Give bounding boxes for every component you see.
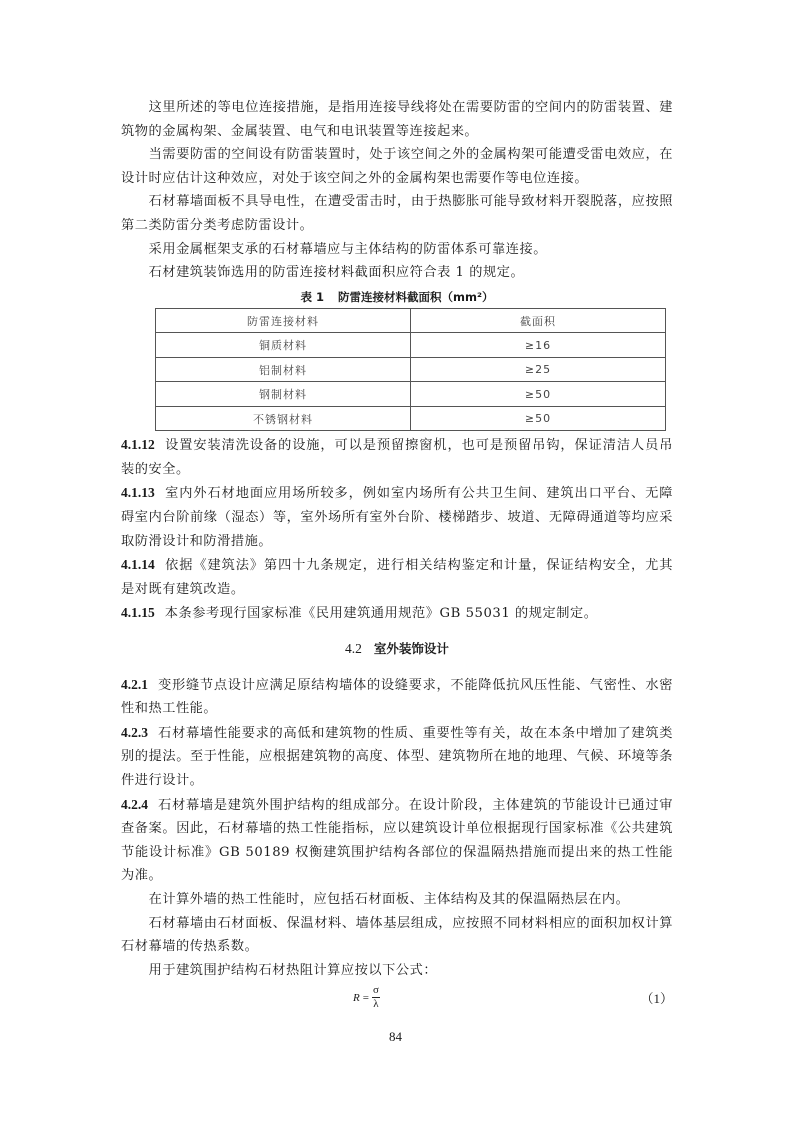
formula-equals: =: [362, 991, 369, 1004]
clause-text: 本条参考现行国家标准《民用建筑通用规范》GB 55031 的规定制定。: [164, 606, 598, 622]
paragraph-table-reference: 石材建筑装饰选用的防雷连接材料截面积应符合表 1 的规定。: [148, 265, 525, 281]
clause-4-1-15: [121, 601, 673, 626]
paragraph-formula-intro: 用于建筑围护结构石材热阻计算应按以下公式：: [148, 962, 438, 978]
section-title: 室外装饰设计: [373, 641, 449, 656]
clause-text: 依据《建筑法》第四十九条规定，进行相关结构鉴定和计量，保证结构安全，尤其是对既有建筑改造。: [121, 558, 673, 597]
clause-4-2-4: [121, 793, 673, 888]
clause-number: 4.1.13: [121, 485, 155, 501]
clause-number: 4.1.14: [121, 557, 155, 573]
formula-fraction: [372, 984, 380, 1011]
table-cell-material: 钢制材料: [156, 382, 411, 407]
clause-number: 4.1.12: [121, 437, 155, 453]
table-cell-material: 铜质材料: [156, 333, 411, 358]
paragraph-thermal-calc: 在计算外墙的热工性能时，应包括石材面板、主体结构及其的保温隔热层在内。: [148, 891, 630, 907]
table-cell-area: ≥50: [411, 382, 666, 407]
clause-text: 石材幕墙性能要求的高低和建筑物的性质、重要性等有关，故在本条中增加了建筑类别的提法。至于性能，应根据建筑物的高度、体型、建筑物所在地的地理、气候、环境等条件进行设计。: [121, 725, 673, 788]
equation-number: （1）: [640, 991, 673, 1007]
clause-text: 石材幕墙是建筑外围护结构的组成部分。在设计阶段，主体建筑的节能设计已通过审查备案。因此，石材幕墙的热工性能指标，应以建筑设计单位根据现行国家标准《公共建筑节能设计标准》GB 50189 权衡建筑围护结构各部位的保温隔热措施而提出来的热工性能为准。: [121, 797, 673, 884]
paragraph-equipotential: 这里所述的等电位连接措施，是指用连接导线将处在需要防雷的空间内的防雷装置、建筑物的金属构架、金属装置、电气和电讯装置等连接起来。: [121, 100, 673, 139]
paragraph-metal-frame: 当需要防雷的空间设有防雷装置时，处于该空间之外的金属构架可能遭受雷电效应，在设计时应估计这种效应，对处于该空间之外的金属构架也需要作等电位连接。: [121, 147, 673, 186]
clause-number: 4.2.4: [121, 796, 148, 812]
document-page: [121, 96, 673, 1018]
table-caption-title: 防雷连接材料截面积（mm²）: [338, 289, 494, 304]
clause-4-1-12: [121, 433, 673, 481]
table-header-row: [156, 308, 666, 333]
formula-lhs: R: [353, 991, 360, 1004]
paragraph-frame-support: 采用金属框架支承的石材幕墙应与主体结构的防雷体系可靠连接。: [148, 241, 547, 257]
table-cell-area: ≥50: [411, 406, 666, 431]
table-row: [156, 357, 666, 382]
clause-4-1-13: [121, 481, 673, 553]
page-number: 84: [389, 1029, 402, 1044]
clause-text: 室内外石材地面应用场所较多，例如室内场所有公共卫生间、建筑出口平台、无障碍室内台阶前缘（湿态）等，室外场所有室外台阶、楼梯踏步、坡道、无障碍通道等均应采取防滑设计和防滑措施。: [121, 486, 673, 549]
clause-number: 4.2.1: [121, 676, 148, 692]
table-cell-area: ≥16: [411, 333, 666, 358]
table-row: [156, 382, 666, 407]
section-heading: [121, 637, 673, 662]
clause-number: 4.2.3: [121, 724, 148, 740]
paragraph-composition: 石材幕墙由石材面板、保温材料、墙体基层组成，应按照不同材料相应的面积加权计算石材幕墙的传热系数。: [121, 915, 673, 955]
clause-number: 4.1.15: [121, 605, 155, 621]
clause-4-2-1: [121, 673, 673, 721]
formula-denominator: λ: [373, 998, 379, 1011]
clause-4-2-3: [121, 721, 673, 793]
clause-4-1-14: [121, 553, 673, 601]
paragraph-stone-panel: 石材幕墙面板不具导电性，在遭受雷击时，由于热膨胀可能导致材料开裂脱落，应按照第二类防雷分类考虑防雷设计。: [121, 194, 673, 233]
clause-text: 变形缝节点设计应满足原结构墙体的设缝要求，不能降低抗风压性能、气密性、水密性和热工性能。: [121, 677, 673, 717]
formula-thermal-resistance: [353, 984, 380, 1011]
clause-text: 设置安装清洗设备的设施，可以是预留擦窗机，也可是预留吊钩，保证清洁人员吊装的安全。: [121, 438, 673, 477]
table-caption: [121, 288, 673, 306]
section-number: 4.2: [345, 641, 362, 656]
table-cell-material: 不锈钢材料: [156, 406, 411, 431]
table-cell-area: ≥25: [411, 357, 666, 382]
formula-numerator: σ: [372, 984, 379, 997]
table-cell-material: 铝制材料: [156, 357, 411, 382]
table-header-area: 截面积: [411, 308, 666, 333]
table-row: [156, 406, 666, 431]
lightning-material-table: [155, 308, 666, 432]
table-caption-number: 表 1: [300, 289, 324, 304]
table-header-material: 防雷连接材料: [156, 308, 411, 333]
table-row: [156, 333, 666, 358]
formula-block: [121, 984, 673, 1018]
